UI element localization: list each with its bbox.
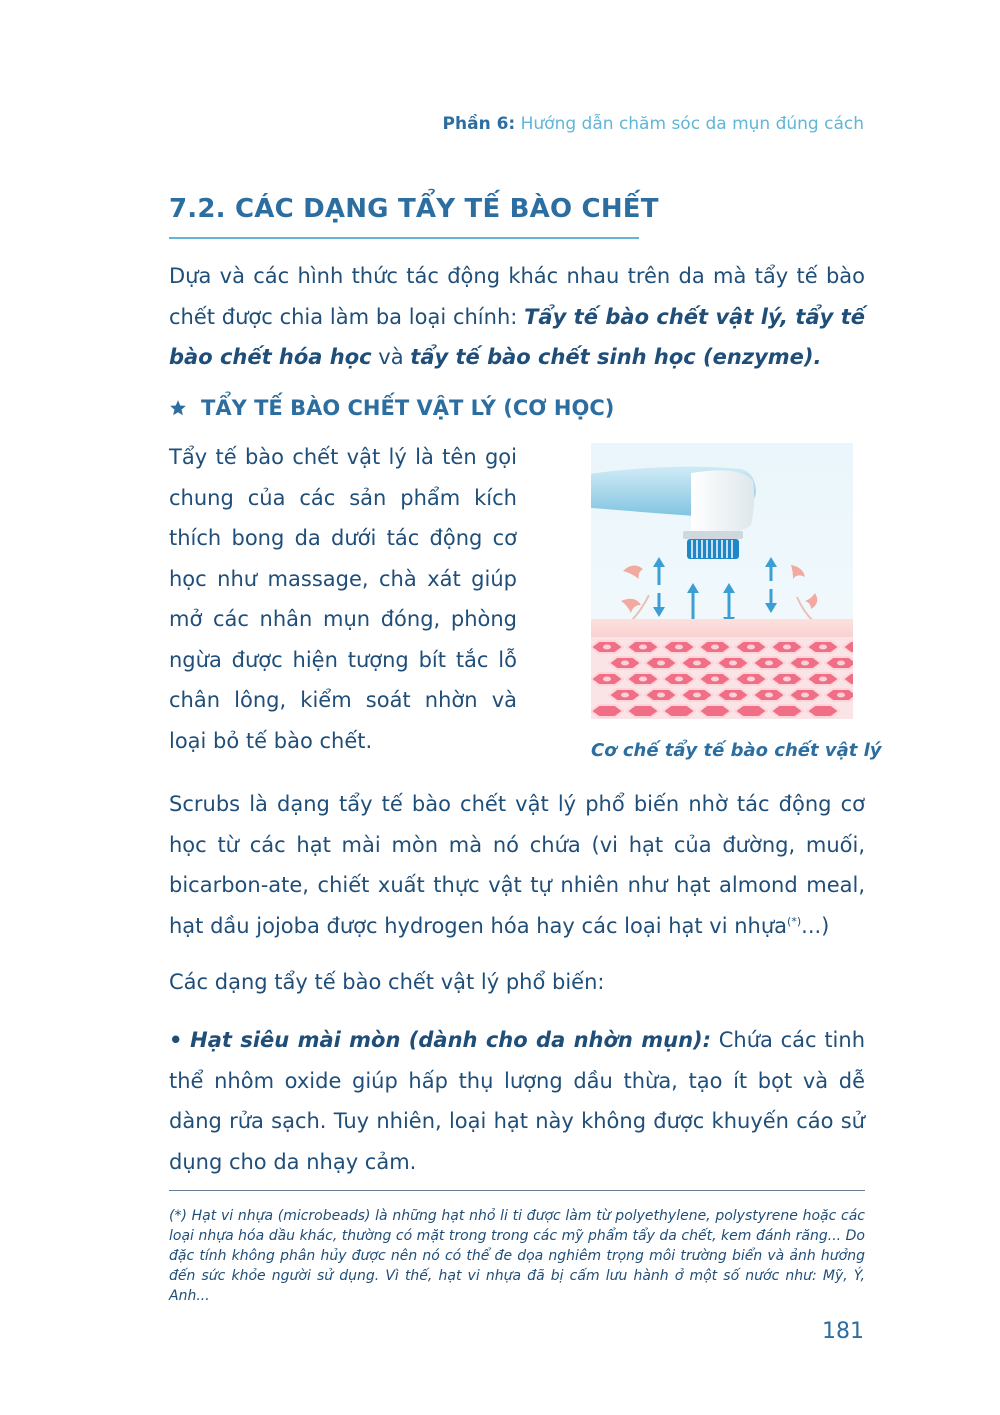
scrubs-text-end: ...) [801,913,830,938]
part-title: Hướng dẫn chăm sóc da mụn đúng cách [520,114,864,134]
scrubs-text: Scrubs là dạng tẩy tế bào chết vật lý phổ biến nhờ tác động cơ học từ các hạt mài mòn mà nó chứa (vi hạt của đường, muối, bicarbon-ate, chiết xuất thực vật tự nhiên như hạt almond meal, hạt dầu jojoba được hydrogen hóa hay các loại hạt vi nhựa [169,792,865,938]
figure-caption: Cơ chế tẩy tế bào chết vật lý [591,740,882,761]
subsection-heading [169,396,614,420]
section-title: 7.2. CÁC DẠNG TẨY TẾ BÀO CHẾT [169,194,659,224]
intro-text-1: Dựa và các hình thức tác động khác nhau trên da mà tẩy tế bào chết được chia làm ba loại chính: [169,264,865,329]
intro-paragraph [169,256,865,378]
footnote-reference: (*) [787,914,802,928]
part-label: Phần 6: [442,114,516,134]
footnote: (*) Hạt vi nhựa (microbeads) là những hạt nhỏ li ti được làm từ polyethylene, polystyrene hoặc các loại nhựa hóa dầu khác, thường có mặt trong trong các mỹ phẩm tẩy da chết, kem đánh răng... Do đặc tính không phân hủy được nên nó có thể đe dọa nghiêm trọng môi trường biển và ảnh hưởng đến sức khỏe người sử dụng. Vì thế, hạt vi nhựa đã bị cấm lưu hành ở một số nước như: Mỹ, Ý, Anh... [169,1208,865,1304]
intro-emphasis-2: tẩy tế bào chết sinh học (enzyme). [410,345,822,369]
footnote-divider [169,1190,865,1191]
title-underline [169,237,639,239]
bullet-text: Chứa các tinh thể nhôm oxide giúp hấp thụ lượng dầu thừa, tạo ít bọt và dễ dàng rửa sạch. Tuy nhiên, loại hạt này không được khuyến cáo sử dụng cho da nhạy cảm. [169,1028,866,1174]
bullet-item [169,1020,865,1182]
common-types-line: Các dạng tẩy tế bào chết vật lý phổ biến: [169,970,605,994]
running-header [443,114,864,134]
intro-text-2: và [371,345,411,369]
exfoliation-diagram [591,443,853,719]
page-number: 181 [822,1319,864,1344]
bullet-label: Hạt siêu mài mòn (dành cho da nhờn mụn): [190,1028,712,1052]
star-icon [169,399,187,417]
subsection-title: TẨY TẾ BÀO CHẾT VẬT LÝ (CƠ HỌC) [201,396,615,420]
exfoliation-illustration [591,443,853,719]
physical-description: Tẩy tế bào chết vật lý là tên gọi chung của các sản phẩm kích thích bong da dưới tác động cơ học như massage, chà xát giúp mở các nhân mụn đóng, phòng ngừa được hiện tượng bít tắc lỗ chân lông, kiểm soát nhờn và loại bỏ tế bào chết. [169,445,517,753]
scrubs-paragraph [169,784,865,946]
bristles [687,539,739,559]
intro-emphasis-1: Tẩy tế bào chết vật lý, tẩy tế bào chết hóa học [169,304,865,369]
bullet-marker: • [169,1028,183,1052]
